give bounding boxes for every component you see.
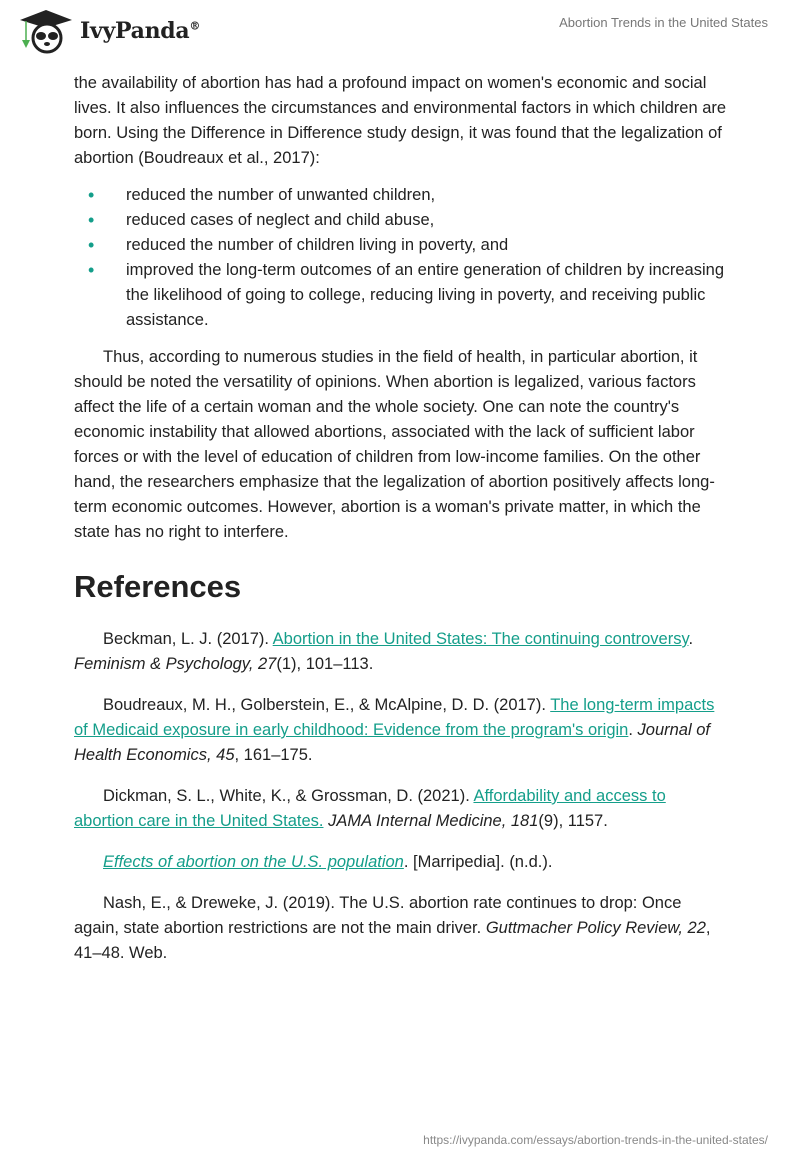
reference-authors: Dickman, S. L., White, K., & Grossman, D. (2021). (103, 787, 474, 805)
list-item (74, 208, 728, 233)
list-item (74, 233, 728, 258)
references-list (74, 627, 728, 966)
findings-list (74, 183, 728, 333)
bullet-icon: • (88, 185, 95, 205)
conclusion-paragraph: Thus, according to numerous studies in the field of health, in particular abortion, it should be noted the versatility of opinions. When abortion is legalized, various factors affect the life of a certain woman and the whole society. One can note the country's economic instability that allowed abortions, associated with the lack of sufficient labor forces or with the level of education of children from low-income families. On the other hand, the researchers emphasize that the legalization of abortion positively affects long-term economic outcomes. However, abortion is a woman's private matter, in which the state has no right to interfere. (74, 348, 715, 541)
reference-journal: Feminism & Psychology, 27 (74, 655, 277, 673)
essay-content (74, 71, 728, 982)
list-item-text: improved the long-term outcomes of an entire generation of children by increasing the likelihood of going to college, reducing living in poverty, and receiving public assistance. (126, 261, 724, 329)
registered-mark: ® (189, 19, 201, 33)
list-item-text: reduced the number of children living in poverty, and (126, 236, 509, 254)
reference-entry (74, 693, 728, 768)
reference-authors: Nash, E., & Dreweke, J. (2019). The U.S. abortion rate continues to drop: Once again, state abortion restrictions are not the main driver. (74, 894, 682, 937)
reference-pages: (1), 101–113. (276, 655, 374, 673)
reference-journal: Guttmacher Policy Review, 22 (485, 919, 706, 937)
reference-pages: (9), 1157. (538, 812, 608, 830)
ivypanda-logo[interactable] (18, 8, 200, 54)
footer-url: https://ivypanda.com/essays/abortion-trends-in-the-united-states/ (423, 1133, 768, 1147)
brand-name: IvyPanda (80, 18, 190, 44)
reference-authors: Boudreaux, M. H., Golberstein, E., & McAlpine, D. D. (2017). (103, 696, 551, 714)
list-item-text: reduced cases of neglect and child abuse, (126, 211, 435, 229)
bullet-icon: • (88, 210, 95, 230)
reference-authors: Beckman, L. J. (2017). (103, 630, 273, 648)
bullet-icon: • (88, 260, 95, 280)
reference-text: . [Marripedia]. (n.d.). (403, 853, 553, 871)
reference-link[interactable]: Affordability and access to abortion care in the United States. (74, 787, 666, 830)
reference-link[interactable]: Abortion in the United States: The continuing controversy (272, 630, 689, 648)
document-title: Abortion Trends in the United States (559, 15, 768, 30)
bullet-icon: • (88, 235, 95, 255)
intro-paragraph: the availability of abortion has had a profound impact on women's economic and social lives. It also influences the circumstances and environmental factors in which children are born. Using the Difference in Difference study design, it was found that the legalization of abortion (Boudreaux et al., 2017): (74, 74, 727, 167)
panda-graduate-icon (18, 8, 74, 54)
reference-link[interactable]: The long-term impacts of Medicaid exposure in early childhood: Evidence from the program's origin (74, 696, 715, 739)
reference-separator: . (628, 721, 638, 739)
reference-entry (74, 850, 728, 875)
references-heading: References (74, 569, 242, 604)
reference-journal: JAMA Internal Medicine, 181 (328, 812, 539, 830)
reference-entry (74, 784, 728, 834)
reference-link[interactable]: Effects of abortion on the U.S. population (103, 853, 404, 871)
list-item-text: reduced the number of unwanted children, (126, 186, 436, 204)
reference-pages: , 41–48. Web. (74, 919, 711, 962)
reference-pages: , 161–175. (234, 746, 313, 764)
reference-journal: Journal of Health Economics, 45 (74, 721, 710, 764)
reference-entry (74, 627, 728, 677)
reference-entry (74, 891, 728, 966)
list-item (74, 258, 728, 333)
list-item (74, 183, 728, 208)
reference-separator: . (688, 630, 694, 648)
